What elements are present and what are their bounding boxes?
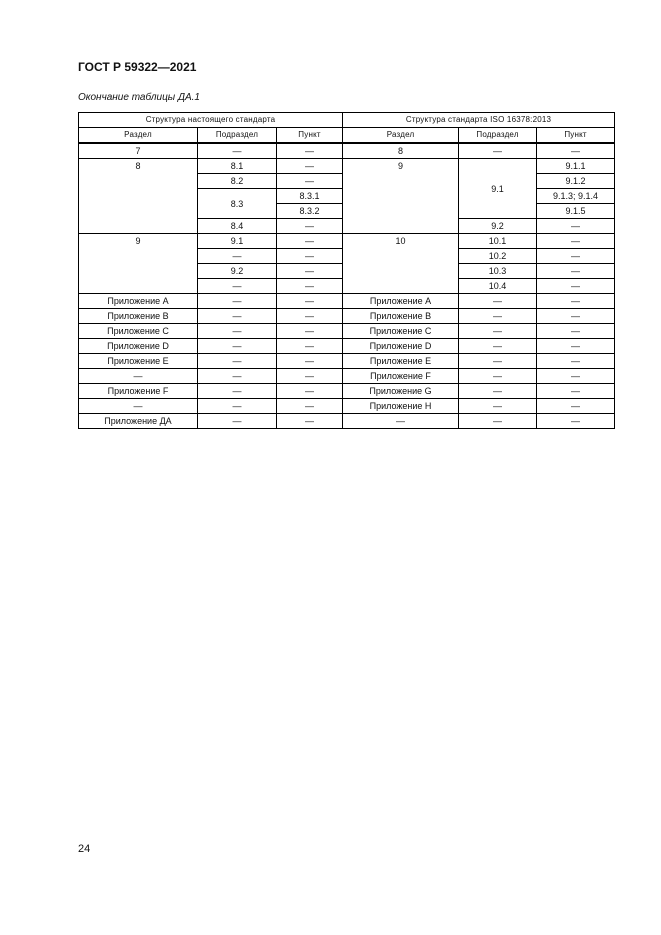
- table-cell: —: [198, 339, 277, 354]
- table-cell: 9.1.1: [537, 159, 615, 174]
- document-code: ГОСТ Р 59322—2021: [78, 60, 197, 74]
- table-cell: 9.1: [198, 234, 277, 249]
- table-row: [79, 324, 615, 339]
- table-row: [79, 234, 615, 249]
- table-row: [79, 339, 615, 354]
- table-cell: —: [459, 384, 537, 399]
- table-cell: —: [198, 309, 277, 324]
- table-row: [79, 143, 615, 159]
- table-cell: —: [198, 324, 277, 339]
- table-cell: —: [277, 234, 343, 249]
- column-header-subsection: Подраздел: [459, 128, 537, 144]
- table-cell: 8.3.1: [277, 189, 343, 204]
- table-row: [79, 384, 615, 399]
- appendix-rows: [79, 294, 615, 429]
- table-cell: —: [277, 339, 343, 354]
- table-row: [79, 159, 615, 174]
- table-cell: —: [537, 249, 615, 264]
- table-cell: —: [277, 219, 343, 234]
- table-cell: —: [277, 324, 343, 339]
- table-cell: 9.1.5: [537, 204, 615, 219]
- table-caption: Окончание таблицы ДА.1: [78, 92, 200, 103]
- table-cell: —: [277, 143, 343, 159]
- table-cell: —: [277, 399, 343, 414]
- table-cell: Приложение D: [79, 339, 198, 354]
- table-cell: —: [537, 339, 615, 354]
- table-cell: —: [537, 219, 615, 234]
- table-cell: —: [277, 249, 343, 264]
- table-cell: 10.1: [459, 234, 537, 249]
- table-cell: —: [459, 309, 537, 324]
- table-cell: —: [277, 159, 343, 174]
- table-cell: —: [198, 369, 277, 384]
- table-cell: —: [198, 294, 277, 309]
- table-cell: —: [537, 414, 615, 429]
- table-cell: —: [198, 143, 277, 159]
- table-cell: 8.2: [198, 174, 277, 189]
- table-cell: —: [459, 143, 537, 159]
- table-cell: —: [537, 143, 615, 159]
- column-header-section: Раздел: [343, 128, 459, 144]
- table-cell: 9: [79, 234, 198, 294]
- table-cell: —: [537, 354, 615, 369]
- column-header-subsection: Подраздел: [198, 128, 277, 144]
- table-cell: —: [198, 279, 277, 294]
- table-cell: —: [537, 369, 615, 384]
- table-cell: —: [198, 354, 277, 369]
- table-cell: 8: [79, 159, 198, 234]
- table-cell: 8.3: [198, 189, 277, 219]
- table-cell: —: [537, 399, 615, 414]
- table-cell: Приложение F: [343, 369, 459, 384]
- table-cell: —: [459, 354, 537, 369]
- table-cell: 10: [343, 234, 459, 294]
- table-cell: Приложение А: [343, 294, 459, 309]
- table-cell: —: [459, 324, 537, 339]
- table-cell: 7: [79, 143, 198, 159]
- table-row: [79, 399, 615, 414]
- table-cell: Приложение ДА: [79, 414, 198, 429]
- table-cell: 8: [343, 143, 459, 159]
- table-cell: —: [537, 384, 615, 399]
- group-header-this-standard: Структура настоящего стандарта: [79, 113, 343, 128]
- table-row: [79, 294, 615, 309]
- page-number: 24: [78, 843, 91, 855]
- table-group-header-row: [79, 113, 615, 128]
- table-cell: —: [459, 399, 537, 414]
- table-cell: Приложение B: [343, 309, 459, 324]
- table-row: [79, 354, 615, 369]
- table-cell: 9.1: [459, 159, 537, 219]
- table-cell: —: [277, 309, 343, 324]
- table-cell: —: [537, 279, 615, 294]
- table-cell: Приложение E: [79, 354, 198, 369]
- table-cell: —: [459, 294, 537, 309]
- table-cell: —: [198, 414, 277, 429]
- table-cell: —: [537, 294, 615, 309]
- table-cell: 8.4: [198, 219, 277, 234]
- table-cell: —: [459, 339, 537, 354]
- column-header-section: Раздел: [79, 128, 198, 144]
- table-cell: 10.3: [459, 264, 537, 279]
- table-cell: —: [343, 414, 459, 429]
- table-column-header-row: [79, 128, 615, 144]
- table-cell: Приложение H: [343, 399, 459, 414]
- table-cell: 10.4: [459, 279, 537, 294]
- table-cell: —: [537, 324, 615, 339]
- table-row: [79, 369, 615, 384]
- table-cell: —: [277, 369, 343, 384]
- table-cell: Приложение D: [343, 339, 459, 354]
- table-cell: —: [537, 264, 615, 279]
- table-cell: —: [459, 369, 537, 384]
- table-cell: 9.2: [459, 219, 537, 234]
- table-cell: —: [277, 264, 343, 279]
- table-cell: Приложение G: [343, 384, 459, 399]
- table-cell: —: [277, 354, 343, 369]
- structure-comparison-table: [78, 112, 615, 429]
- table-cell: 10.2: [459, 249, 537, 264]
- table-cell: —: [198, 384, 277, 399]
- table-cell: Приложение А: [79, 294, 198, 309]
- table-cell: 9.2: [198, 264, 277, 279]
- column-header-clause: Пункт: [277, 128, 343, 144]
- table-cell: —: [277, 279, 343, 294]
- table-cell: —: [79, 399, 198, 414]
- table-cell: 9.1.3; 9.1.4: [537, 189, 615, 204]
- table-cell: —: [537, 234, 615, 249]
- table-cell: 8.1: [198, 159, 277, 174]
- table-cell: 8.3.2: [277, 204, 343, 219]
- table-cell: —: [537, 309, 615, 324]
- table-cell: —: [277, 174, 343, 189]
- table-cell: Приложение B: [79, 309, 198, 324]
- table-cell: 9.1.2: [537, 174, 615, 189]
- table-cell: —: [198, 399, 277, 414]
- table-cell: —: [79, 369, 198, 384]
- table-cell: —: [277, 414, 343, 429]
- table-cell: Приложение C: [343, 324, 459, 339]
- table-cell: Приложение E: [343, 354, 459, 369]
- table-row: [79, 309, 615, 324]
- table-cell: —: [277, 384, 343, 399]
- table-cell: 9: [343, 159, 459, 234]
- table-cell: —: [459, 414, 537, 429]
- table-cell: Приложение F: [79, 384, 198, 399]
- table-cell: —: [277, 294, 343, 309]
- table-cell: Приложение C: [79, 324, 198, 339]
- group-header-iso-standard: Структура стандарта ISO 16378:2013: [343, 113, 615, 128]
- table-cell: —: [198, 249, 277, 264]
- column-header-clause: Пункт: [537, 128, 615, 144]
- table-row: [79, 414, 615, 429]
